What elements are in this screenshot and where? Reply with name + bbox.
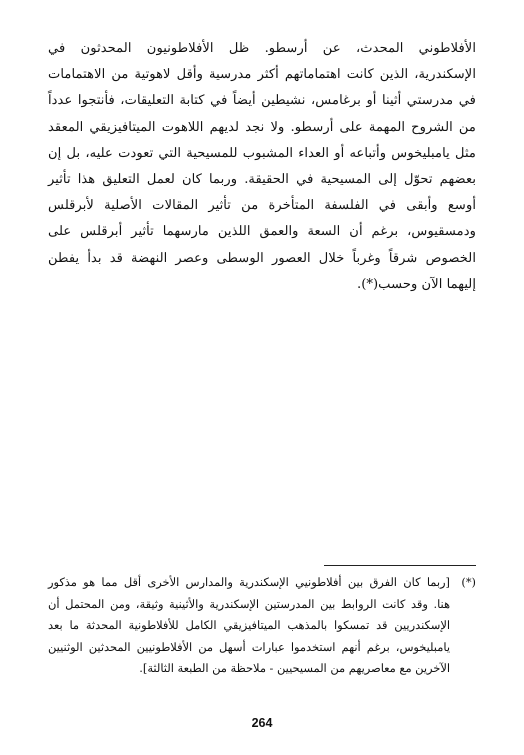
footnote-line: الإسكندريين قد تمسكوا بالمذهب الميتافيزيقي الكامل للأفلاطونية المحدثة ما بعد xyxy=(48,618,450,633)
body-line: الأفلاطوني المحدث، عن أرسطو. ظل الأفلاطونيون المحدثون في xyxy=(48,41,476,56)
footnote-first-line xyxy=(48,572,476,594)
page-number: 264 xyxy=(251,716,273,730)
body-line: الإسكندرية، الذين كانت اهتماماتهم أكثر مدرسية وأقل لاهوتية من الاهتمامات xyxy=(48,67,476,83)
footnote-line: الآخرين مع معاصريهم من المسيحيين - ملاحظة من الطبعة الثالثة]. xyxy=(139,661,450,676)
footnote-marker: (*) xyxy=(461,575,476,589)
footnote-line: [ربما كان الفرق بين أفلاطونيي الإسكندرية والمدارس الأخرى أقل مما هو مذكور xyxy=(48,575,450,589)
body-paragraph xyxy=(48,36,476,298)
footnote-divider xyxy=(324,565,476,566)
body-line: أوسع وأبقى في الفلسفة المتأخرة من تأثير المقالات الأصلية لأبرقلس xyxy=(48,198,476,214)
body-line: الخصوص شرقاً وغرباً خلال العصور الوسطى وعصر النهضة قد بدأ يفطن xyxy=(48,250,476,266)
footnote-line: هنا. وقد كانت الروابط بين المدرستين الإسكندرية والأثينية وثيقة، ومن المحتمل أن xyxy=(48,596,450,611)
body-line: في مدرستي أثينا أو برغامس، نشيطين أيضاً في كتابة التعليقات، فأنتجوا عدداً xyxy=(48,93,476,109)
footnote-line: يامبليخوس، برغم أنهم استخدموا عبارات أسهل من الأفلاطونيين المحدثين الوثنيين xyxy=(48,639,450,654)
body-line: إليهما الآن وحسب(*). xyxy=(357,276,476,292)
body-line: ودمسقيوس، برغم أن السعة والعمق اللذين مارسهما تأثير أبرقلس على xyxy=(48,224,476,240)
body-line: بعضهم تحوّل إلى المسيحية في الحقيقة. وربما كان لعمل التعليق هذا تأثير xyxy=(48,171,476,187)
footnote xyxy=(48,572,476,680)
body-line: مثل يامبليخوس وأتباعه أو العداء المشبوب للمسيحية التي تعودت عليه، بل إن xyxy=(48,145,476,161)
body-line: من الشروح المهمة على أرسطو. ولا نجد لديهم اللاهوت الميتافيزيقي المعقد xyxy=(48,119,476,135)
